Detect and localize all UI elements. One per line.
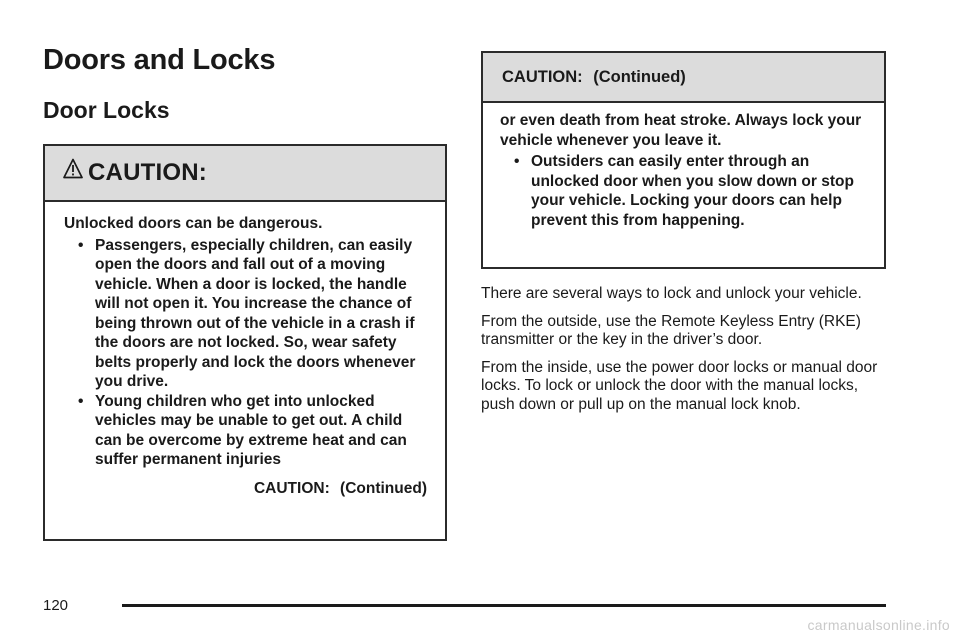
page-heading: Doors and Locks [43, 44, 276, 76]
caution-box-header [45, 146, 445, 202]
bullet-glyph: • [78, 236, 84, 254]
caution-continued-lead: or even death from heat stroke. Always lock your vehicle whenever you leave it. [500, 112, 862, 149]
caution-continued-header [483, 53, 884, 103]
watermark-text: carmanualsonline.info [807, 617, 950, 633]
caution-bullet-text: Young children who get into unlocked vehicles may be unable to get out. A child can be overcome by extreme heat and can suffer permanent injuries [95, 392, 407, 468]
bullet-glyph: • [78, 392, 84, 410]
section-heading: Door Locks [43, 97, 170, 123]
caution-bullet-item [64, 392, 427, 470]
caution-continued-bullet-list [500, 152, 866, 230]
caution-continued-title: CAUTION: (Continued) [502, 67, 686, 86]
caution-continued-label: CAUTION: (Continued) [253, 479, 427, 497]
body-paragraph: From the outside, use the Remote Keyless Entry (RKE) transmitter or the key in the driver’s door. [481, 312, 861, 348]
caution-lead-text: Unlocked doors can be dangerous. [64, 215, 323, 232]
body-text-column [481, 285, 891, 423]
warning-triangle-icon [63, 158, 83, 180]
caution-box [43, 144, 447, 541]
footer-rule [122, 604, 886, 607]
caution-title: CAUTION: [88, 159, 207, 186]
caution-box-body [45, 202, 445, 498]
caution-bullet-item [64, 236, 427, 392]
body-paragraph: There are several ways to lock and unlock your vehicle. [481, 285, 862, 302]
bullet-glyph: • [514, 153, 520, 170]
caution-bullet-list [64, 236, 427, 470]
caution-bullet-text: Outsiders can easily enter through an unlocked door when you slow down or stop your vehicle. Locking your doors can help prevent this from happening. [531, 153, 854, 229]
caution-bullet-text: Passengers, especially children, can easily open the doors and fall out of a moving vehicle. When a door is locked, the handle will not open it. You increase the chance of being thrown out of the vehicle in a crash if the doors are not locked. So, wear safety belts properly and lock the doors whenever you drive. [95, 236, 416, 390]
caution-bullet-item [500, 152, 866, 230]
caution-continued-body [483, 103, 884, 230]
caution-continued-box [481, 51, 886, 269]
page-number: 120 [43, 597, 69, 614]
body-paragraph: From the inside, use the power door locks or manual door locks. To lock or unlock the door with the manual locks, push down or pull up on the manual lock knob. [481, 358, 878, 413]
